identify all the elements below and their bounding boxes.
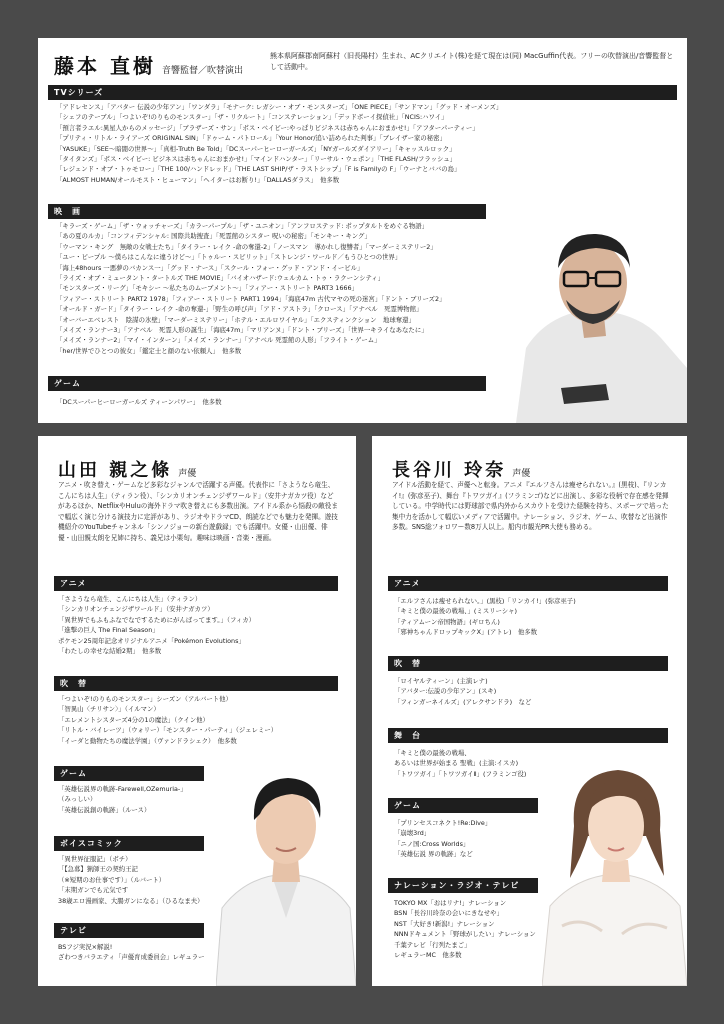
narration-list [394,898,536,960]
list-item: NST「大好き!新潟!」ナレーション [394,919,495,928]
section-header-game: ゲーム [54,766,204,781]
list-item: 「トワツガイ」「トワツガイⅡ」(フラミンゴ役) [394,769,527,778]
voice-comic-list [58,854,204,906]
list-item: 「智異山〈チリサン〉」（イルマン） [58,705,160,714]
portrait-illustration [216,758,356,986]
section-header-voice-comic: ボイスコミック [54,836,204,851]
list-item: 「ロイヤルティーン」(主演レナ) [394,677,488,685]
list-item: 「フィアー・ストリート PART2 1978」「フィアー・ストリート PART1 1994」「海底47m 古代マヤの死の迷宮」「ドント・ブリーズ2」 [56,294,446,303]
list-item: 「英雄伝説 界の軌跡」など [394,850,473,859]
section-header-game: ゲーム [388,798,538,813]
section-header-anime: アニメ [54,576,338,591]
bio-text: アイドル活動を経て、声優へと転身。アニメ『エルフさんは瘦せられない。』(黒枝)、『リンカイ!』(弥彦巫子)、舞台『トワツガイ』(フラミンゴ)などに出演し、多彩な役柄で存在感を発揮している。中学時代には野球部で県内外からスカウトを受けた経験を持ち、スポーツで培った集中力を活かして幅広いメディアで活躍中。ナレーション、ラジオ、ゲーム、吹替など出演作多数。SNS総フォロワー数8万人以上。船内市観光PR大使も務める。 [392,481,669,531]
section-header-narration: ナレーション・ラジオ・テレビ [388,878,538,893]
list-item: 「YASUKE」「SEE〜暗闇の世界〜」「真相-Truth Be Told」「DCスーパーヒーローガールズ」「NYガールズダイアリー」「キャッスルロック」 [56,144,456,153]
tv-list [58,942,204,963]
list-item: 「プリティ・リトル・ライアーズ ORIGINAL SIN」「ドゥーム・パトロール」「Your Honor/追い詰められた判事」「ブレイザー家の秘密」 [56,134,446,143]
list-item: レギュラーMC 他多数 [394,951,462,960]
list-item: 「さようなら竜生、こんにちは人生」（ティラン） [58,595,202,603]
anime-list [58,594,255,656]
list-item: 「オールド・ガード」「タイラー・レイク -命の奪還-」「野生の呼び声」「アド・アストラ」「クロース」「アナベル 死霊博物館」 [56,305,423,314]
profile-yamada [38,436,356,986]
list-item: 「異世界でもふもふなでなでするためにがんばってます。」（フィカ） [58,615,256,624]
list-item: 「タイタンズ」「ボス・ベイビー: ビジネスは赤ちゃんにおまかせ!」「マインドハンター」「リーサル・ウェポン」「THE FLASH/フラッシュ」 [56,155,457,164]
list-item: 「あの夏のルカ」「コンフィデンシャル: 国際共助捜査」「死霊館のシスター 呪いの秘密」「モンキー・キング」 [56,232,371,241]
role-text: 声優 [512,469,531,479]
list-item: 「英雄伝説界の軌跡-Farewell,OZemuria-」 [58,785,187,793]
portrait-illustration [542,756,687,986]
section-header-dub: 吹 替 [54,676,338,691]
list-item: 「DCスーパーヒーローガールズ ティーンパワー」 他多数 [56,398,222,406]
list-item: 「シンカリオンチェンジザワールド」（安井ナガカツ） [58,605,214,614]
game-list [394,818,491,860]
portrait-photo [486,198,687,423]
dub-list [58,694,277,746]
person-name [392,456,530,482]
list-item: ポケモン25周年記念オリジナルアニメ「Pokémon Evolutions」 [58,636,245,645]
person-name [54,50,243,79]
list-item: 「エルフさんは瘦せられない。」(黒枝)「リンカイ!」(弥彦巫子) [394,597,576,605]
list-item: 「モンスターズ・リーグ」「モキシー 〜私たちのムーブメント〜」「フィアー・ストリート PART3 1666」 [56,284,358,293]
name-text: 藤本 直樹 [54,54,156,78]
profile-hasegawa [372,436,687,986]
list-item: BSN「長谷川玲奈の会いにきなせや」 [394,909,503,918]
list-item: 「英雄伝説創の軌跡」（ルース） [58,805,151,814]
list-item: 「キミと僕の最後の戦場、 [394,749,471,757]
section-header-stage: 舞 台 [388,728,668,743]
list-item: 「わたしの幸せな結婚2期」 他多数 [58,647,162,656]
list-item: 「末期ガンでも元気です [58,886,129,895]
list-item: 千葉テレビ「行列たまご」 [394,940,471,949]
section-header-game: ゲーム [48,376,577,391]
list-item: 「異世界征服記」（ボチ） [58,855,132,863]
game-list [56,397,222,407]
list-item: 「進撃の巨人 The Final Season」 [58,626,159,635]
list-item: NNNドキュメント「野球がしたい」ナレーション [394,930,536,939]
list-item: 「つよいぞ!のりものモンスター」シーズン（アルバート他） [58,695,232,703]
list-item: 「エレメントシスターズ4分の1の魔法」（クイン他） [58,715,209,724]
game-list [58,784,187,815]
list-item: （みっしい） [58,795,97,804]
section-header-anime: アニメ [388,576,668,591]
list-item: TOKYO MX「おはリナ!」ナレーション [394,899,507,907]
section-header-movie: 映 画 [48,204,677,219]
bio-text: アニメ・吹き替え・ゲームなど多彩なジャンルで活躍する声優。代表作に「さようなら竜生、こんにちは人生」（ティラン役）、「シンカリオンチェンジザワールド」（安井ナガカツ役）などがあるほか、NetflixやHuluの海外ドラマ吹き替えにも多数出演。アイドル系から悩殺の敵役まで幅広く演じ分ける演技力に定評があり、ラジオやドラマCD、朗読などでも魅力を発揮。遊技機紹介のYouTubeチャンネル「シンノジョーの新台遊戯録」でも活躍中。女優・山田優、俳優・山田親太朗を兄姉に持ち、義兄は小栗旬。趣味は映画・音楽・漫画。 [58,481,338,542]
list-item: 「キラーズ・ゲーム」「ザ・ウォッチャーズ」「カラーパープル」「ザ・ユニオン」「アンフロステッド: ポップタルトをめぐる物語」 [56,222,429,230]
list-item: 「ライズ・オブ・ミュータント・タートルズ THE MOVIE」「バイオハザード:ウェルカム・トゥ・ラクーンシティ」 [56,274,385,283]
movie-list [56,221,445,356]
list-item: 「her/世界でひとつの彼女」「鑑定士と顔のない依頼人」 他多数 [56,346,242,355]
list-item: 「イーダと動物たちの魔法学園」（ヴァンドラシェク） 他多数 [58,736,237,745]
list-item: ざわつきバラエティ「声優育成委員会」レギュラー [58,953,205,962]
portrait-photo [542,756,687,986]
section-header-dub: 吹 替 [388,656,668,671]
anime-list [394,596,576,638]
section-header-tv: TVシリーズ [48,85,677,100]
list-item: BSフジ実況×解説! [58,943,113,951]
list-item: 「邪神ちゃんドロップキックX」(アトレ) 他多数 [394,628,538,637]
profile-fujimoto [38,38,687,423]
list-item: 「フィンガーネイルズ」(アレクサンドラ) など [394,697,532,706]
list-item: 「ティアムーン帝国物語」(ギロちん) [394,617,500,626]
name-text: 長谷川 玲奈 [392,460,507,481]
list-item: 「レジェンド・オブ・トゥモロー」「THE 100/ハンドレッド」「THE LAST SHIP/ザ・ラストシップ」「F is Familyの F」「ウーナとババの島」 [56,165,461,174]
list-item: 38歳エロ漫画家、大腸ガンになる」（ひるなま夫） [58,896,204,905]
list-item: 「海上48hours 一悪夢のバカンス一」「グッド・ナース」「スクール・フォー・グッド・アンド・イービル」 [56,263,364,272]
list-item: 「崩壊3rd」 [394,829,431,838]
list-item: 「ユー・ピープル 〜僕らはこんなに違うけど〜」「トゥルー・スピリット」「ストレンジ・ワールド／もうひとつの世界」 [56,253,402,262]
name-text: 山田 親之條 [58,460,173,481]
role-text: 音響監督／吹替演出 [161,66,243,76]
list-item: 「【急募】猟師王の契約王記 [58,865,138,874]
person-name [58,456,196,482]
portrait-illustration [486,198,687,423]
dub-list [394,676,531,707]
role-text: 声優 [178,469,197,479]
list-item: 「リトル・バイレーツ」（ウォリー）「モンスター・パーティ」（ジェレミー） [58,726,278,735]
stage-list [394,748,526,779]
list-item: （※短期のお仕事です）」（ルバート） [58,875,166,884]
list-item: 「ウーマン・キング 無敵の女戦士たち」「タイラー・レイク -命の奪還-2」「ノースマン 導かれし復讐者」「マーダーミステリー2」 [56,242,437,251]
list-item: 「預言者ラエル:異星人からのメッセージ」「ブラザーズ・サン」「ボス・ベイビー:やっぱりビジネスは赤ちゃんにおまかせ!」「アフターパーティー」 [56,123,479,132]
list-item: 「アドレセンス」「アバター 伝説の少年アン」「ワンダラ」「モナーク: レガシー・オブ・モンスターズ」「ONE PIECE」「サンドマン」「グッド・オーメンズ」 [56,103,503,111]
list-item: 「キミと僕の最後の戦場、」(ミスリーシャ) [394,607,517,616]
section-header-tv: テレビ [54,923,204,938]
list-item: 「ALMOST HUMAN/オールモスト・ヒューマン」「ヘイターはお断り!」「DALLASダラス」 他多数 [56,175,340,184]
portrait-photo [216,758,356,986]
tv-series-list [56,102,502,185]
list-item: 「シェフのテーブル」「つよいぞ!のりものモンスター」「ザ・リクルート」「コンステレーション」「デッドボーイ探偵社」「NCIS:ハワイ」 [56,113,448,122]
list-item: 「メイズ・ランナー2」「マイ・インターン」「メイズ・ランナー」「アナベル 死霊館の人形」「フライト・ゲーム」 [56,336,381,345]
list-item: 「プリンセスコネクト!Re:Dive」 [394,819,492,827]
list-item: あるいは世界が始まる 聖戦」(主演:イスカ) [394,759,519,768]
bio-text: 熊本県阿蘇郡南阿蘇村（旧長陽村）生まれ、ACクリエイト(株)を経て現在は(同) MacGuffin代表。フリーの吹替演出/音響監督として活動中。 [270,52,674,71]
list-item: 「メイズ・ランナー3」「アナベル 死霊人形の誕生」「海底47m」「マリアンヌ」「ドント・ブリーズ」「世界一キライなあなたに」 [56,326,428,335]
list-item: 「アバター:伝説の少年アン」(スキ) [394,687,497,696]
list-item: 「ニノ国:Cross Worlds」 [394,839,470,848]
list-item: 「オーバーエベレスト 陰謀の氷壁」「マーダーミステリー」「ホテル・エルロワイヤル」「エクスティンクション 地球奪還」 [56,315,415,324]
